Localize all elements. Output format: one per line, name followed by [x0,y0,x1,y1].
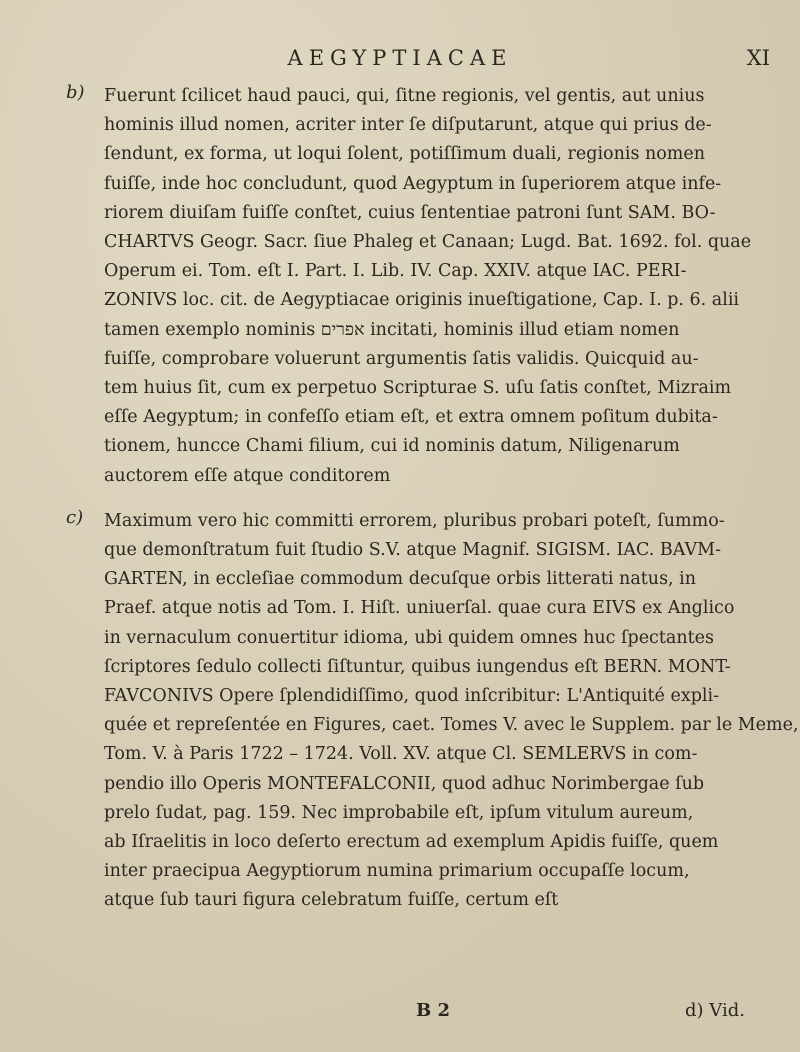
text-line: ab Iſraelitis in loco deſerto erectum ad exemplum Apidis fuiſſe, quem [104,832,719,853]
text-line: ſendunt, ex forma, ut loqui ſolent, potiſſimum duali, regionis nomen [104,144,706,165]
text-line: Operum ei. Tom. eſt I. Part. I. Lib. IV. Cap. XXIV. atque IAC. PERI- [104,261,687,282]
text-line: riorem diuiſam fuiſſe conſtet, cuius ſententiae patroni ſunt SAM. BO- [104,202,716,223]
signature-mark: B 2 [416,1000,451,1021]
text-line: fuiſſe, comprobare voluerunt argumentis ſatis validis. Quicquid au- [104,348,699,369]
text-line: FAVCONIVS Opere ſplendidiſſimo, quod inſcribitur: L'Antiquité expli- [104,686,720,707]
footnote-marker: c) [66,506,84,528]
text-line: CHARTVS Geogr. Sacr. ſiue Phaleg et Canaan; Lugd. Bat. 1692. fol. quae [104,232,752,253]
text-line: Tom. V. à Paris 1722 – 1724. Voll. XV. atque Cl. SEMLERVS in com- [104,744,698,765]
text-line: hominis illud nomen, acriter inter ſe diſputarunt, atque qui prius de- [104,115,712,136]
text-line: tionem, huncce Chami filium, cui id nominis datum, Niligenarum [104,436,680,457]
text-line: fuiſſe, inde hoc concludunt, quod Aegyptum in ſuperiorem atque infe- [104,173,722,194]
footnote-c [66,506,799,916]
page-header [0,44,800,76]
page-footer [0,1000,800,1030]
text-line: ſcriptores ſedulo collecti ſiſtuntur, quibus iungendus eſt BERN. MONT- [104,656,731,677]
text-line: pendio illo Operis MONTEFALCONII, quod adhuc Norimbergae ſub [104,773,705,794]
text-line: Fuerunt ſcilicet haud pauci, qui, ſitne regionis, vel gentis, aut unius [104,86,705,106]
text-line: auctorem eſſe atque conditorem [104,465,391,486]
text-line: quée et repreſentée en Figures, caet. Tomes V. avec le Supplem. par le Meme, [104,715,799,736]
text-line: ZONIVS loc. cit. de Aegyptiacae originis inueſtigatione, Cap. I. p. 6. alii [104,290,740,311]
text-line: GARTEN, in eccleſiae commodum decuſque orbis litterati natus, in [104,569,697,590]
text-line: inter praecipua Aegyptiorum numina primarium occupaſſe locum, [104,861,690,882]
text-line: Maximum vero hic committi errorem, pluribus probari poteſt, ſummo- [104,510,725,531]
footnote-marker: b) [66,82,85,103]
footnotes [66,82,799,932]
text-line: Praef. atque notis ad Tom. I. Hiſt. uniuerſal. quae cura EIVS ex Anglico [104,598,735,619]
footnote-b [66,82,768,491]
running-title: AEGYPTIACAE [287,46,513,70]
page-number: XI [746,46,770,70]
text-line: in vernaculum conuertitur idioma, ubi quidem omnes huc ſpectantes [104,627,714,648]
text-line: que demonſtratum fuit ſtudio S.V. atque Magnif. SIGISM. IAC. BAVM- [104,540,721,561]
text-line: atque ſub tauri figura celebratum fuiſſe, certum eſt [104,890,559,911]
text-line: eſſe Aegyptum; in confeſſo etiam eſt, et extra omnem poſitum dubita- [104,407,718,428]
text-line: tem huius ſit, cum ex perpetuo Scripturae S. uſu ſatis conſtet, Mizraim [104,378,732,399]
catchword: d) Vid. [685,1000,745,1021]
text-line: tamen exemplo nominis אפרים incitati, hominis illud etiam nomen [104,319,680,340]
text-line: prelo ſudat, pag. 159. Nec improbabile eſt, ipſum vitulum aureum, [104,802,694,823]
